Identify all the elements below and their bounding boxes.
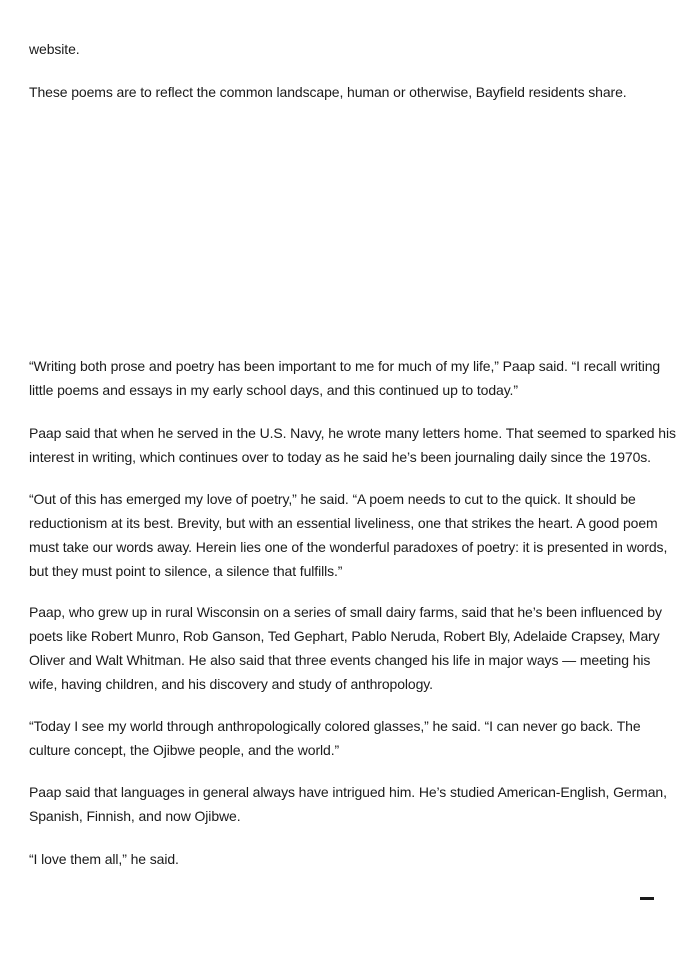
text-line: wife, having children, and his discovery and study of anthropology. [29,676,433,692]
text-line: “Writing both prose and poetry has been important to me for much of my life,” Paap said. “I recall writing [29,358,661,374]
text-line: little poems and essays in my early school days, and this continued up to today.” [29,382,518,398]
text-line: must take our words away. Herein lies one of the wonderful paradoxes of poetry: it is presented in words, [29,539,668,555]
text-line: Oliver and Walt Whitman. He also said that three events changed his life in major ways — meeting his [29,652,651,668]
text-line: but they must point to silence, a silence that fulfills.” [29,563,343,579]
text-line: These poems are to reflect the common landscape, human or otherwise, Bayfield residents share. [29,84,627,100]
text-line: Paap said that languages in general always have intrigued him. He’s studied American-English, German, [29,784,667,800]
text-line: “I love them all,” he said. [29,851,179,867]
text-line: Paap said that when he served in the U.S. Navy, he wrote many letters home. That seemed to sparked his [29,425,676,441]
text-line: Paap, who grew up in rural Wisconsin on a series of small dairy farms, said that he’s been influenced by [29,604,662,620]
text-line: interest in writing, which continues over to today as he said he’s been journaling daily since the 1970s. [29,449,651,465]
text-line: “Today I see my world through anthropologically colored glasses,” he said. “I can never go back. The [29,718,641,734]
text-line: “Out of this has emerged my love of poetry,” he said. “A poem needs to cut to the quick. It should be [29,491,636,507]
end-mark [640,897,654,900]
text-line: culture concept, the Ojibwe people, and the world.” [29,742,340,758]
text-line: website. [29,41,80,57]
text-line: Spanish, Finnish, and now Ojibwe. [29,808,241,824]
text-line: poets like Robert Munro, Rob Ganson, Ted Gephart, Pablo Neruda, Robert Bly, Adelaide Crapsey, Mary [29,628,660,644]
text-line: reductionism at its best. Brevity, but with an essential liveliness, one that strikes the heart. A good poem [29,515,658,531]
